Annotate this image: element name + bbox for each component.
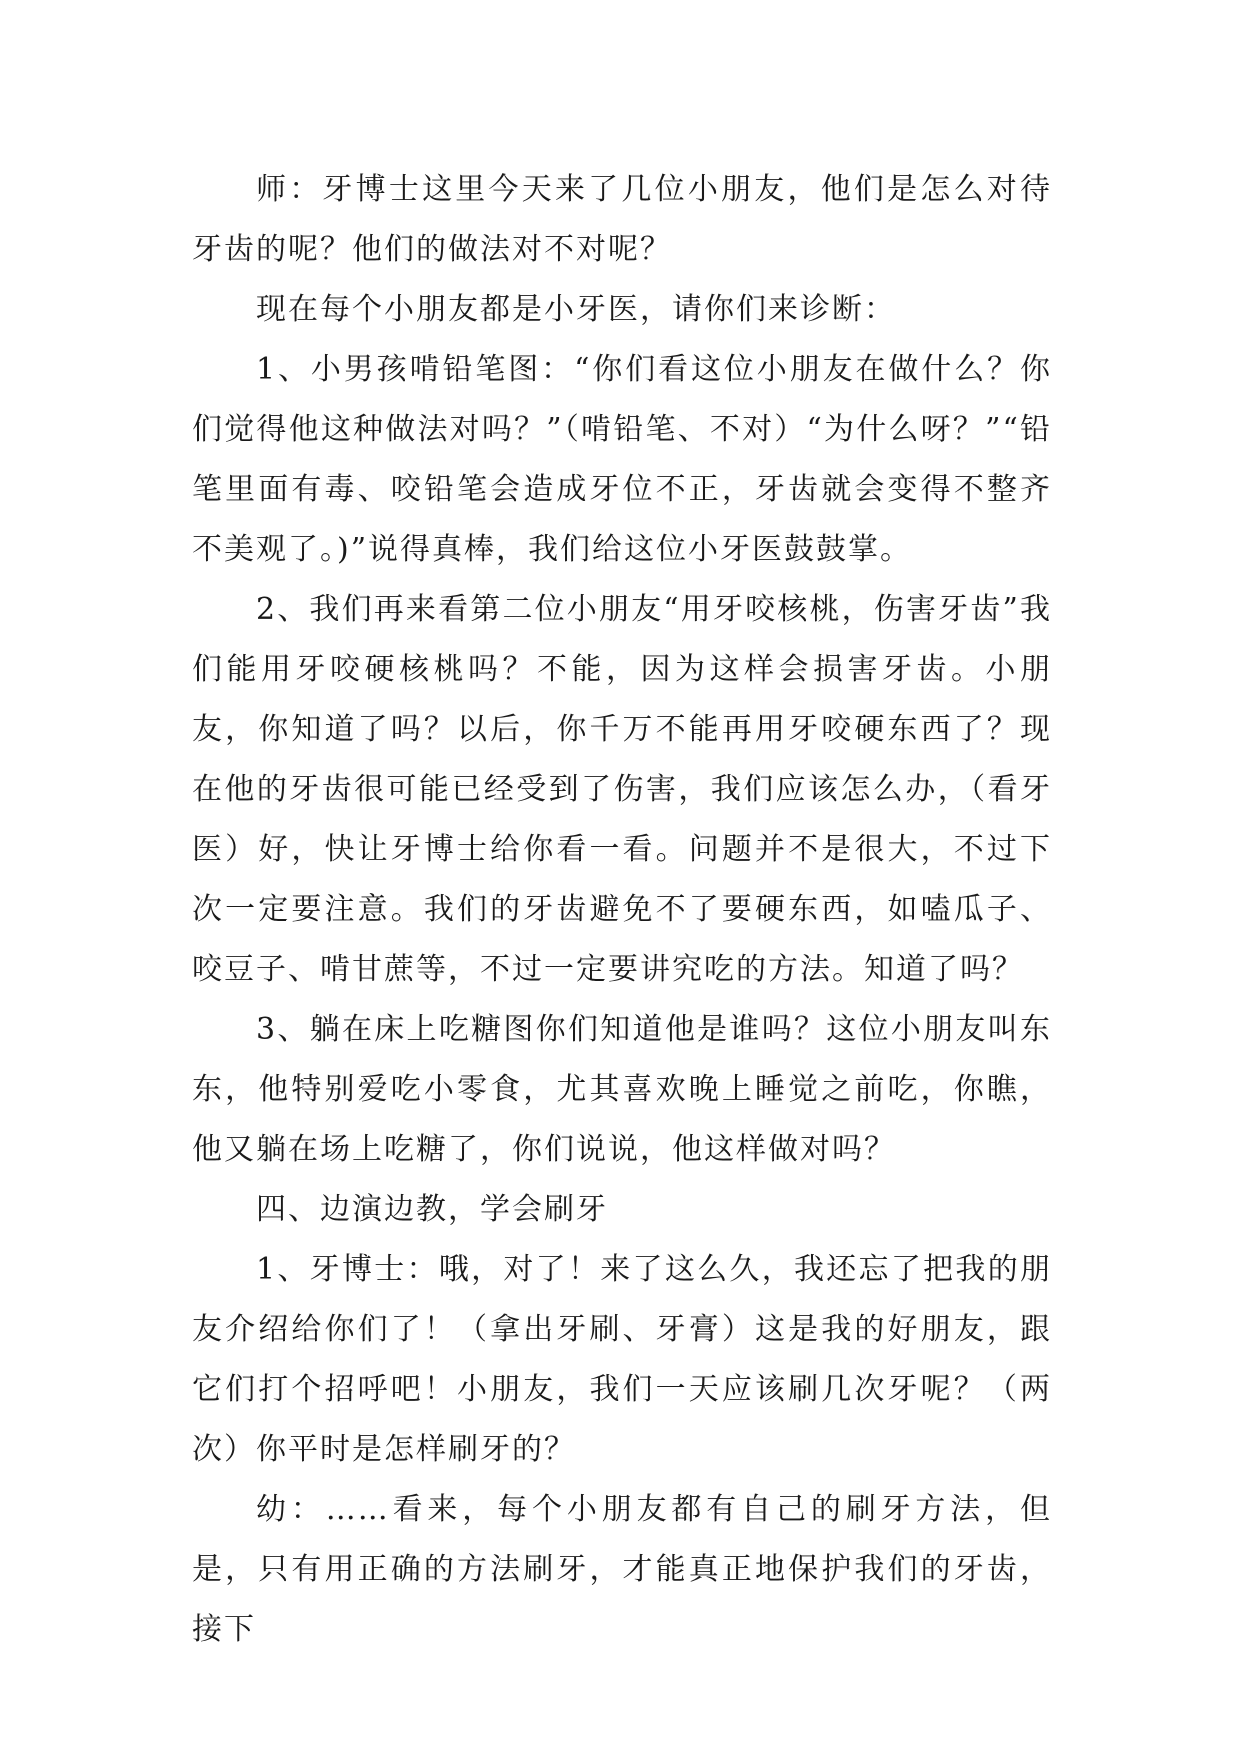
section-heading-brushing: 四、边演边教，学会刷牙 xyxy=(256,1192,608,1227)
document-body xyxy=(192,160,1052,1660)
paragraph-diagnose-prompt: 现在每个小朋友都是小牙医，请你们来诊断： xyxy=(256,292,896,327)
paragraph-candy-in-bed: 3、躺在床上吃糖图你们知道他是谁吗？这位小朋友叫东东，他特别爱吃小零食，尤其喜欢晚上睡觉之前吃，你瞧，他又躺在场上吃糖了，你们说说，他这样做对吗？ xyxy=(192,1012,1052,1167)
paragraph-dr-tooth-friends: 1、牙博士：哦，对了！来了这么久，我还忘了把我的朋友介绍给你们了！（拿出牙刷、牙膏）这是我的好朋友，跟它们打个招呼吧！小朋友，我们一天应该刷几次牙呢？（两次）你平时是怎样刷牙的？ xyxy=(192,1252,1052,1467)
paragraph-pencil-biting: 1、小男孩啃铅笔图：“你们看这位小朋友在做什么？你们觉得他这种做法对吗？”（啃铅笔、不对）“为什么呀？”“铅笔里面有毒、咬铅笔会造成牙位不正，牙齿就会变得不整齐不美观了。)”说得真棒，我们给这位小牙医鼓鼓掌。 xyxy=(192,352,1052,567)
paragraph-walnut-biting: 2、我们再来看第二位小朋友“用牙咬核桃，伤害牙齿”我们能用牙咬硬核桃吗？不能，因为这样会损害牙齿。小朋友，你知道了吗？以后，你千万不能再用牙咬硬东西了？现在他的牙齿很可能已经受到了伤害，我们应该怎么办，（看牙医）好，快让牙博士给你看一看。问题并不是很大，不过下次一定要注意。我们的牙齿避免不了要硬东西，如嗑瓜子、咬豆子、啃甘蔗等，不过一定要讲究吃的方法。知道了吗？ xyxy=(192,592,1052,987)
paragraph-correct-method: 幼：……看来，每个小朋友都有自己的刷牙方法，但是，只有用正确的方法刷牙，才能真正地保护我们的牙齿，接下 xyxy=(192,1492,1052,1647)
paragraph-teacher-intro: 师：牙博士这里今天来了几位小朋友，他们是怎么对待牙齿的呢？他们的做法对不对呢？ xyxy=(192,172,1052,267)
